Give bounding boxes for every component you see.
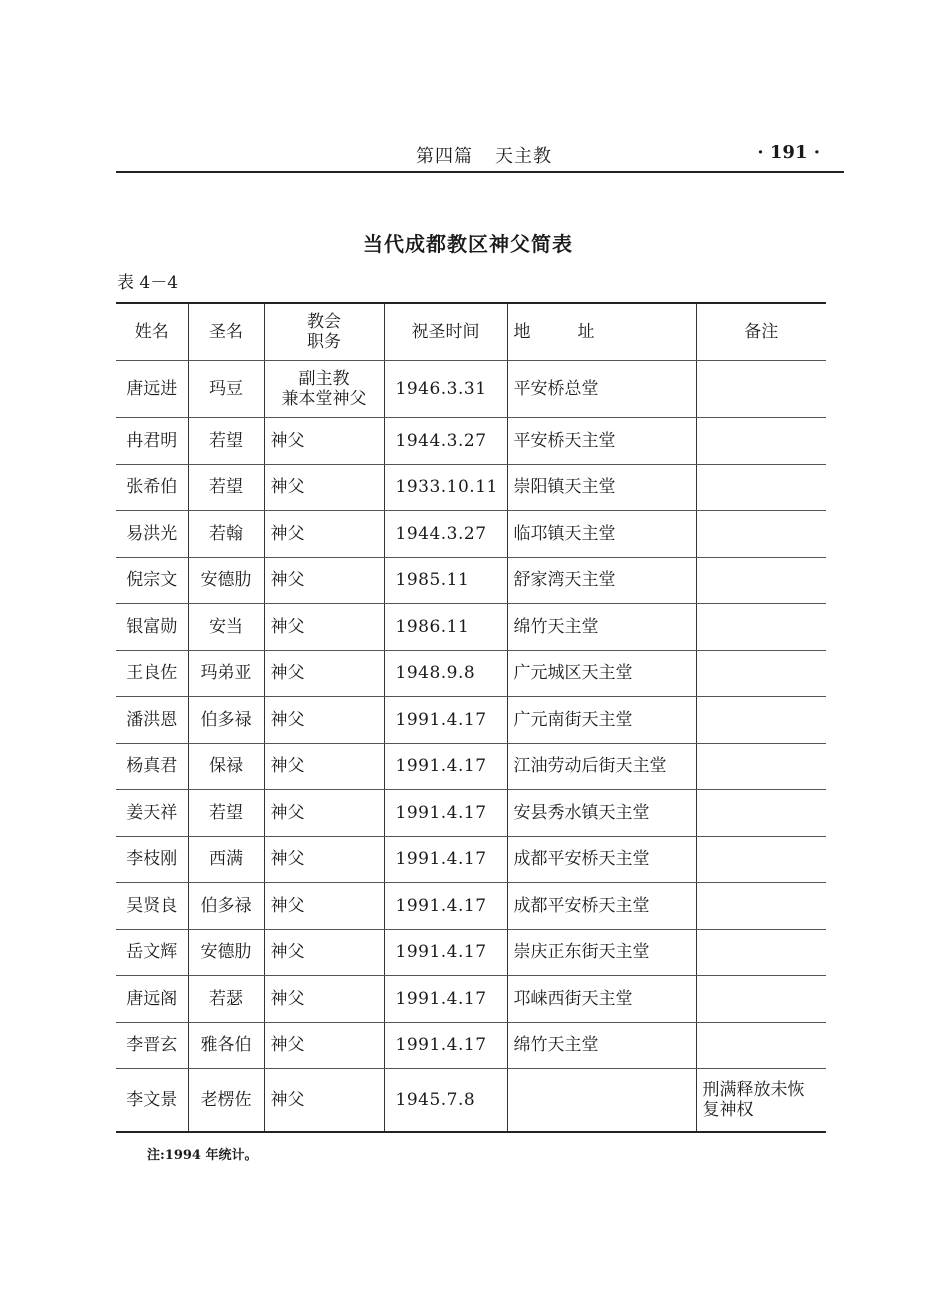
cell-address: 广元南街天主堂 <box>507 697 696 744</box>
cell-name: 李文景 <box>116 1069 188 1133</box>
cell-saint-name: 若望 <box>188 790 264 837</box>
cell-role-line: 神父 <box>270 849 305 870</box>
cell-ordination-date: 1991.4.17 <box>384 836 507 883</box>
cell-saint-name: 若望 <box>188 464 264 511</box>
cell-role <box>264 361 384 418</box>
cell-name: 姜天祥 <box>116 790 188 837</box>
cell-saint-name: 若瑟 <box>188 976 264 1023</box>
cell-ordination-date: 1991.4.17 <box>384 790 507 837</box>
table-row <box>116 650 826 697</box>
cell-role-line: 神父 <box>270 988 305 1009</box>
header-chapter-label: 天主教 <box>495 146 552 167</box>
cell-address: 成都平安桥天主堂 <box>507 836 696 883</box>
cell-saint-name: 保禄 <box>188 743 264 790</box>
table-footnote: 注:1994 年统计。 <box>147 1148 258 1163</box>
cell-name: 冉君明 <box>116 418 188 465</box>
cell-saint-name: 若翰 <box>188 511 264 558</box>
cell-role-line: 神父 <box>270 523 305 544</box>
cell-name: 王良佐 <box>116 650 188 697</box>
cell-address: 广元城区天主堂 <box>507 650 696 697</box>
cell-note <box>696 557 826 604</box>
header-part-label: 第四篇 <box>416 146 473 167</box>
cell-role-line: 神父 <box>270 895 305 916</box>
cell-role-line: 神父 <box>270 756 305 777</box>
column-header-role-line1: 教会 <box>307 311 341 332</box>
cell-role-line: 神父 <box>270 1089 305 1110</box>
table-row <box>116 1022 826 1069</box>
cell-name: 唐远阁 <box>116 976 188 1023</box>
table-row <box>116 697 826 744</box>
table-row <box>116 1069 826 1133</box>
cell-role <box>264 929 384 976</box>
cell-address: 平安桥总堂 <box>507 361 696 418</box>
cell-address: 成都平安桥天主堂 <box>507 883 696 930</box>
cell-role <box>264 697 384 744</box>
table-row <box>116 604 826 651</box>
cell-role-line: 副主教 <box>298 368 350 389</box>
column-header-name: 姓名 <box>116 303 188 361</box>
cell-note <box>696 361 826 418</box>
table-row <box>116 361 826 418</box>
cell-ordination-date: 1985.11 <box>384 557 507 604</box>
cell-note <box>696 697 826 744</box>
table-title: 当代成都教区神父简表 <box>363 232 573 256</box>
cell-address: 崇庆正东街天主堂 <box>507 929 696 976</box>
cell-saint-name: 若望 <box>188 418 264 465</box>
cell-ordination-date: 1991.4.17 <box>384 976 507 1023</box>
cell-name: 李枝刚 <box>116 836 188 883</box>
cell-saint-name: 伯多禄 <box>188 697 264 744</box>
cell-saint-name: 玛豆 <box>188 361 264 418</box>
column-header-address-char1: 地 <box>513 321 531 342</box>
priest-roster-table <box>116 302 826 1133</box>
cell-role-line: 神父 <box>270 709 305 730</box>
cell-note <box>696 976 826 1023</box>
cell-address <box>507 1069 696 1133</box>
cell-note <box>696 604 826 651</box>
table-row <box>116 464 826 511</box>
cell-ordination-date: 1991.4.17 <box>384 883 507 930</box>
cell-saint-name: 西满 <box>188 836 264 883</box>
cell-name: 潘洪恩 <box>116 697 188 744</box>
cell-role <box>264 790 384 837</box>
table-row <box>116 557 826 604</box>
cell-address: 邛崃西街天主堂 <box>507 976 696 1023</box>
cell-note <box>696 790 826 837</box>
cell-role <box>264 743 384 790</box>
column-header-ordination: 祝圣时间 <box>384 303 507 361</box>
cell-role <box>264 557 384 604</box>
cell-name: 岳文辉 <box>116 929 188 976</box>
cell-ordination-date: 1944.3.27 <box>384 511 507 558</box>
header-section-title <box>416 142 552 168</box>
cell-note <box>696 743 826 790</box>
table-row <box>116 511 826 558</box>
cell-role-line: 神父 <box>270 477 305 498</box>
cell-note: 刑满释放未恢复神权 <box>696 1069 826 1133</box>
cell-note <box>696 836 826 883</box>
cell-note <box>696 418 826 465</box>
cell-role <box>264 604 384 651</box>
table-row <box>116 743 826 790</box>
table-row <box>116 836 826 883</box>
cell-saint-name: 安德肋 <box>188 557 264 604</box>
cell-saint-name: 老楞佐 <box>188 1069 264 1133</box>
cell-role <box>264 1069 384 1133</box>
cell-address: 绵竹天主堂 <box>507 604 696 651</box>
table-row <box>116 418 826 465</box>
cell-ordination-date: 1991.4.17 <box>384 929 507 976</box>
cell-ordination-date: 1948.9.8 <box>384 650 507 697</box>
table-label: 表 4－4 <box>117 273 179 293</box>
cell-name: 银富勋 <box>116 604 188 651</box>
column-header-address-char2: 址 <box>577 321 595 342</box>
cell-name: 易洪光 <box>116 511 188 558</box>
column-header-role <box>264 303 384 361</box>
cell-note <box>696 929 826 976</box>
cell-saint-name: 雅各伯 <box>188 1022 264 1069</box>
cell-name: 倪宗文 <box>116 557 188 604</box>
table-row <box>116 976 826 1023</box>
cell-address: 绵竹天主堂 <box>507 1022 696 1069</box>
cell-role-line: 神父 <box>270 663 305 684</box>
cell-role <box>264 511 384 558</box>
column-header-note: 备注 <box>696 303 826 361</box>
cell-ordination-date: 1991.4.17 <box>384 697 507 744</box>
cell-name: 杨真君 <box>116 743 188 790</box>
cell-ordination-date: 1946.3.31 <box>384 361 507 418</box>
cell-saint-name: 安德肋 <box>188 929 264 976</box>
cell-note <box>696 464 826 511</box>
cell-name: 李晋玄 <box>116 1022 188 1069</box>
table-row <box>116 790 826 837</box>
cell-address: 安县秀水镇天主堂 <box>507 790 696 837</box>
cell-role-line: 神父 <box>270 430 305 451</box>
cell-saint-name: 伯多禄 <box>188 883 264 930</box>
cell-role-line: 神父 <box>270 802 305 823</box>
cell-note <box>696 511 826 558</box>
cell-ordination-date: 1991.4.17 <box>384 743 507 790</box>
cell-name: 吴贤良 <box>116 883 188 930</box>
cell-role-line: 神父 <box>270 942 305 963</box>
cell-role <box>264 883 384 930</box>
table-body <box>116 361 826 1133</box>
cell-role <box>264 418 384 465</box>
cell-ordination-date: 1986.11 <box>384 604 507 651</box>
cell-role-line: 神父 <box>270 570 305 591</box>
cell-role <box>264 836 384 883</box>
cell-role-line: 神父 <box>270 1035 305 1056</box>
cell-saint-name: 玛弟亚 <box>188 650 264 697</box>
running-header <box>116 138 844 170</box>
cell-ordination-date: 1933.10.11 <box>384 464 507 511</box>
cell-address: 舒家湾天主堂 <box>507 557 696 604</box>
column-header-saint-name: 圣名 <box>188 303 264 361</box>
cell-address: 崇阳镇天主堂 <box>507 464 696 511</box>
page-number: · 191 · <box>757 142 820 163</box>
header-rule <box>116 171 844 173</box>
table-row <box>116 929 826 976</box>
cell-address: 江油劳动后街天主堂 <box>507 743 696 790</box>
cell-address: 平安桥天主堂 <box>507 418 696 465</box>
cell-role-line: 兼本堂神父 <box>281 389 367 409</box>
cell-role <box>264 464 384 511</box>
table-row <box>116 883 826 930</box>
cell-address: 临邛镇天主堂 <box>507 511 696 558</box>
cell-name: 张希伯 <box>116 464 188 511</box>
cell-ordination-date: 1945.7.8 <box>384 1069 507 1133</box>
cell-name: 唐远进 <box>116 361 188 418</box>
cell-note <box>696 650 826 697</box>
cell-role <box>264 650 384 697</box>
cell-role-line: 神父 <box>270 616 305 637</box>
table-header-row <box>116 303 826 361</box>
column-header-address <box>507 303 696 361</box>
cell-note <box>696 1022 826 1069</box>
column-header-role-line2: 职务 <box>307 332 341 352</box>
cell-ordination-date: 1991.4.17 <box>384 1022 507 1069</box>
cell-ordination-date: 1944.3.27 <box>384 418 507 465</box>
cell-role <box>264 976 384 1023</box>
cell-note <box>696 883 826 930</box>
cell-saint-name: 安当 <box>188 604 264 651</box>
cell-role <box>264 1022 384 1069</box>
